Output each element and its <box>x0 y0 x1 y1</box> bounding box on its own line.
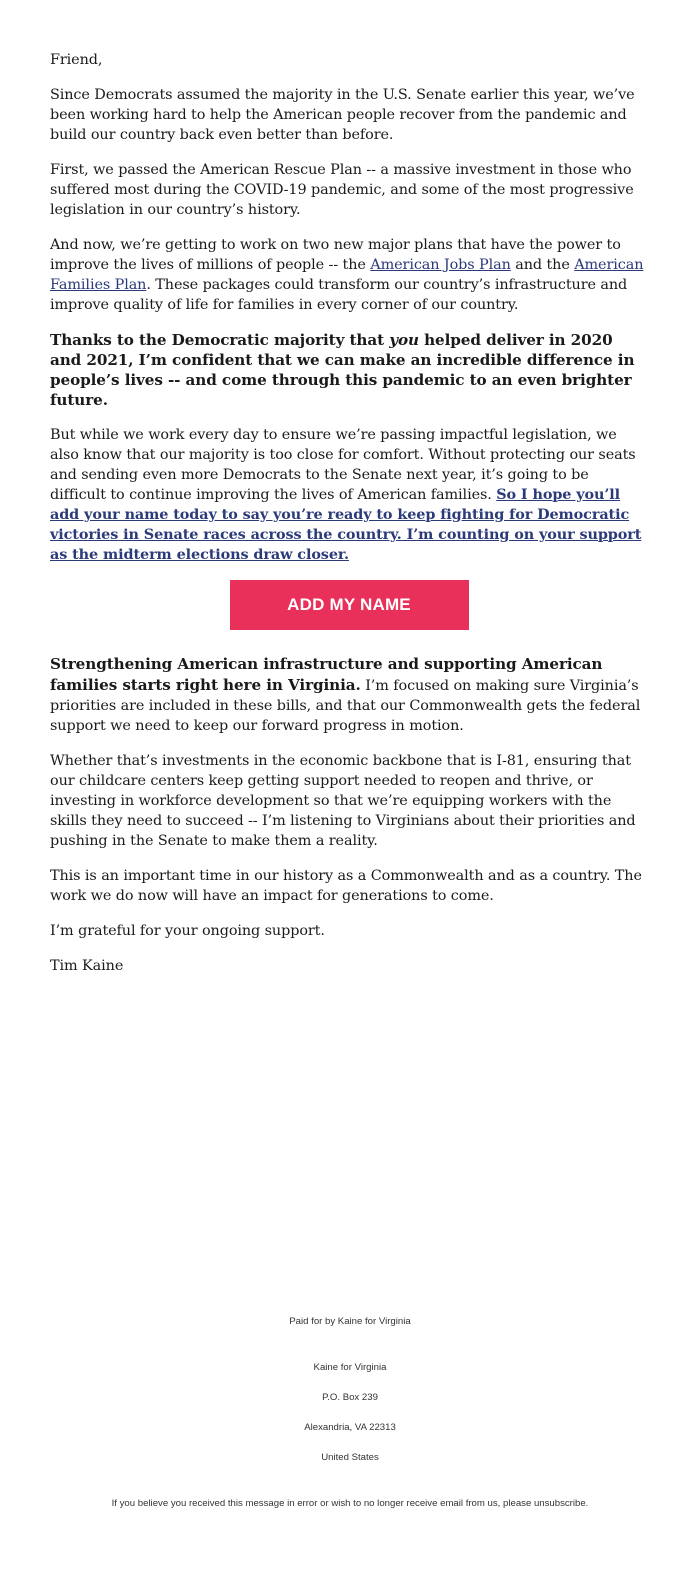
footer-country: United States <box>321 1452 379 1463</box>
paragraph-rescue-plan: First, we passed the American Rescue Plan -- a massive investment in those who suffered most during the COVID-19 pandemic, and some of the most progressive legislation in our country’s history. <box>50 162 634 218</box>
footer-address-line-1: P.O. Box 239 <box>322 1392 378 1403</box>
footer-org-name: Kaine for Virginia <box>313 1362 387 1373</box>
greeting: Friend, <box>50 52 103 68</box>
email-body <box>50 50 648 991</box>
signature: Tim Kaine <box>50 958 124 974</box>
unsubscribe-notice[interactable]: If you believe you received this message in error or wish to no longer receive email from us, please unsubscribe. <box>111 1498 589 1509</box>
cta-container <box>50 580 648 630</box>
add-my-name-button[interactable]: ADD MY NAME <box>230 580 469 630</box>
paragraph-democratic-majority <box>50 330 648 410</box>
paragraph-senate-majority: Since Democrats assumed the majority in the U.S. Senate earlier this year, we’ve been working hard to help the American people recover from the pandemic and build our country back even better than before. <box>50 87 635 143</box>
paragraph-virginia-text: I’m focused on making sure Virginia’s priorities are included in these bills, and that our Commonwealth gets the federal support we need to keep our forward progress in motion. <box>50 678 641 734</box>
paragraph-democratic-majority-text-2: helped deliver in 2020 and 2021, I’m confident that we can make an incredible difference in people’s lives -- and come through this pandemic to an even brighter future. <box>50 331 635 409</box>
paragraph-virginia-bold: Strengthening American infrastructure and supporting American families starts right here in Virginia. <box>50 655 603 694</box>
paragraph-virginia <box>50 654 648 736</box>
footer-address-line-2: Alexandria, VA 22313 <box>304 1422 396 1433</box>
add-name-link[interactable]: So I hope you’ll add your name today to say you’re ready to keep fighting for Democratic victories in Senate races across the country. I’m counting on your support as the midterm elections draw closer. <box>50 486 642 563</box>
paragraph-new-plans-text-3: . These packages could transform our country’s infrastructure and improve quality of life for families in every corner of our country. <box>50 277 628 313</box>
paragraph-investments: Whether that’s investments in the economic backbone that is I-81, ensuring that our childcare centers keep getting support needed to reopen and thrive, or investing in workforce development so that we’re equipping workers with the skills they need to succeed -- I’m listening to Virginians about their priorities and pushing in the Senate to make them a reality. <box>50 753 636 849</box>
paragraph-new-plans-text-1: And now, we’re getting to work on two new major plans that have the power to improve the lives of millions of people -- the <box>50 237 621 273</box>
american-families-plan-link[interactable]: American Families Plan <box>50 257 644 293</box>
paragraph-add-name-text: But while we work every day to ensure we’re passing impactful legislation, we also know that our majority is too close for comfort. Without protecting our seats and sending even more Democrats to the Senate next year, it’s going to be difficult to continue improving the lives of American families. <box>50 427 636 503</box>
paragraph-grateful: I’m grateful for your ongoing support. <box>50 923 325 939</box>
paragraph-new-plans <box>50 235 648 315</box>
paragraph-democratic-majority-text-1: Thanks to the Democratic majority that <box>50 331 390 349</box>
paragraph-important-time: This is an important time in our history as a Commonwealth and as a country. The work we do now will have an impact for generations to come. <box>50 868 642 904</box>
paragraph-new-plans-text-2: and the <box>510 257 575 273</box>
paid-for-disclaimer: Paid for by Kaine for Virginia <box>289 1316 411 1327</box>
paragraph-add-name-appeal <box>50 425 648 565</box>
american-jobs-plan-link[interactable]: American Jobs Plan <box>370 257 511 273</box>
emphasis-you: you <box>389 331 419 349</box>
